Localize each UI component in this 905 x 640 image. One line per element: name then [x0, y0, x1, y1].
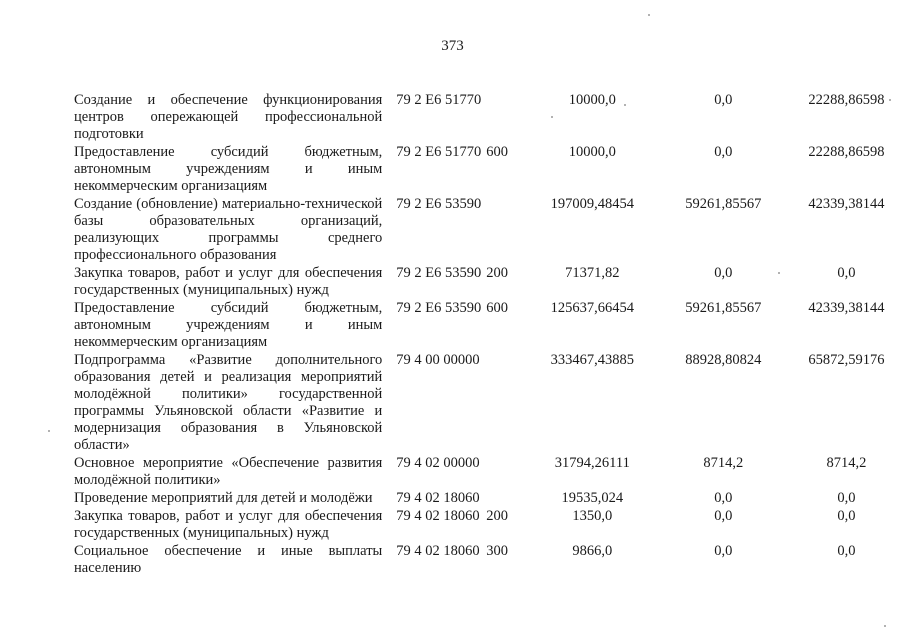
row-value-3: 0,0: [837, 508, 856, 524]
row-value-1: 10000,0: [568, 144, 616, 160]
table-row: [74, 543, 905, 578]
row-value-2: 0,0: [714, 508, 733, 524]
table-row: [74, 92, 905, 144]
row-value-2: 0,0: [714, 543, 733, 559]
table-row: [74, 144, 905, 196]
row-name: Основное мероприятие «Обеспечение развития молодёжной политики»: [74, 455, 383, 488]
row-value-1: 19535,024: [561, 490, 624, 506]
row-value-3: 8714,2: [826, 455, 867, 471]
row-value-3: 65872,59176: [808, 352, 885, 368]
row-expense-type: 200: [486, 265, 508, 281]
row-expense-type: [486, 490, 526, 508]
row-expense-type: 300: [486, 543, 508, 559]
row-value-1: 9866,0: [572, 543, 613, 559]
row-name: Закупка товаров, работ и услуг для обеспечения государственных (муниципальных) нужд: [74, 265, 383, 298]
table-row: [74, 455, 905, 490]
row-code: 79 4 02 18060: [396, 490, 480, 506]
row-value-2: 59261,85567: [685, 196, 762, 212]
row-value-2: 8714,2: [703, 455, 744, 471]
row-code: 79 4 02 00000: [396, 455, 480, 471]
row-code: 79 2 Е6 51770: [396, 144, 482, 160]
row-code: 79 4 02 18060: [396, 508, 480, 524]
row-value-2: 0,0: [714, 265, 733, 281]
table-row: [74, 265, 905, 300]
table-row: [74, 352, 905, 455]
row-code: 79 2 Е6 53590: [396, 196, 482, 212]
row-value-3: 42339,38144: [808, 196, 885, 212]
scan-speck: [48, 430, 50, 432]
row-expense-type: [486, 196, 526, 265]
table-row: [74, 490, 905, 508]
row-expense-type: 600: [486, 300, 508, 316]
row-value-1: 10000,0: [568, 92, 616, 108]
scan-speck: [648, 14, 650, 16]
row-value-3: 22288,86598: [808, 92, 885, 108]
row-value-3: 0,0: [837, 265, 856, 281]
row-expense-type: [486, 352, 526, 455]
row-value-1: 31794,26111: [554, 455, 630, 471]
row-name: Подпрограмма «Развитие дополнительного образования детей и реализация мероприятий молодёжной политики» государственной программы Ульяновской области «Развитие и модернизация образования в Ульяновской области»: [74, 352, 383, 453]
row-value-3: 42339,38144: [808, 300, 885, 316]
row-value-1: 125637,66454: [550, 300, 635, 316]
row-value-1: 333467,43885: [550, 352, 635, 368]
row-value-3: 0,0: [837, 490, 856, 506]
row-name: Предоставление субсидий бюджетным, автономным учреждениям и иным некоммерческим организациям: [74, 300, 383, 350]
scan-speck: [884, 625, 886, 627]
row-code: 79 4 00 00000: [396, 352, 480, 368]
table-row: [74, 508, 905, 543]
row-value-2: 88928,80824: [685, 352, 762, 368]
scan-speck: [551, 116, 553, 118]
scan-speck: [889, 99, 891, 101]
row-name: Предоставление субсидий бюджетным, автономным учреждениям и иным некоммерческим организациям: [74, 144, 383, 194]
row-value-2: 0,0: [714, 490, 733, 506]
row-value-1: 71371,82: [565, 265, 620, 281]
row-code: 79 2 Е6 51770: [396, 92, 482, 108]
table-row: [74, 300, 905, 352]
scan-speck: [624, 104, 626, 106]
row-name: Социальное обеспечение и иные выплаты населению: [74, 543, 383, 576]
row-value-2: 0,0: [714, 92, 733, 108]
row-value-1: 197009,48454: [550, 196, 635, 212]
row-value-2: 59261,85567: [685, 300, 762, 316]
row-name: Закупка товаров, работ и услуг для обеспечения государственных (муниципальных) нужд: [74, 508, 383, 541]
table-body: [74, 92, 905, 578]
row-name: Создание (обновление) материально-технической базы образовательных организаций, реализующих программы среднего профессионального образования: [74, 196, 383, 263]
row-expense-type: 200: [486, 508, 508, 524]
row-expense-type: [486, 92, 526, 144]
row-value-1: 1350,0: [572, 508, 613, 524]
row-value-3: 0,0: [837, 543, 856, 559]
row-value-3: 22288,86598: [808, 144, 885, 160]
row-expense-type: [486, 455, 526, 490]
row-code: 79 4 02 18060: [396, 543, 480, 559]
row-value-2: 0,0: [714, 144, 733, 160]
row-expense-type: 600: [486, 144, 508, 160]
budget-table: [74, 92, 905, 578]
table-row: [74, 196, 905, 265]
page-number: 373: [441, 38, 464, 54]
scan-speck: [778, 272, 780, 274]
row-code: 79 2 Е6 53590: [396, 265, 482, 281]
row-name: Проведение мероприятий для детей и молодёжи: [74, 490, 373, 506]
row-name: Создание и обеспечение функционирования центров опережающей профессиональной подготовки: [74, 92, 383, 142]
row-code: 79 2 Е6 53590: [396, 300, 482, 316]
